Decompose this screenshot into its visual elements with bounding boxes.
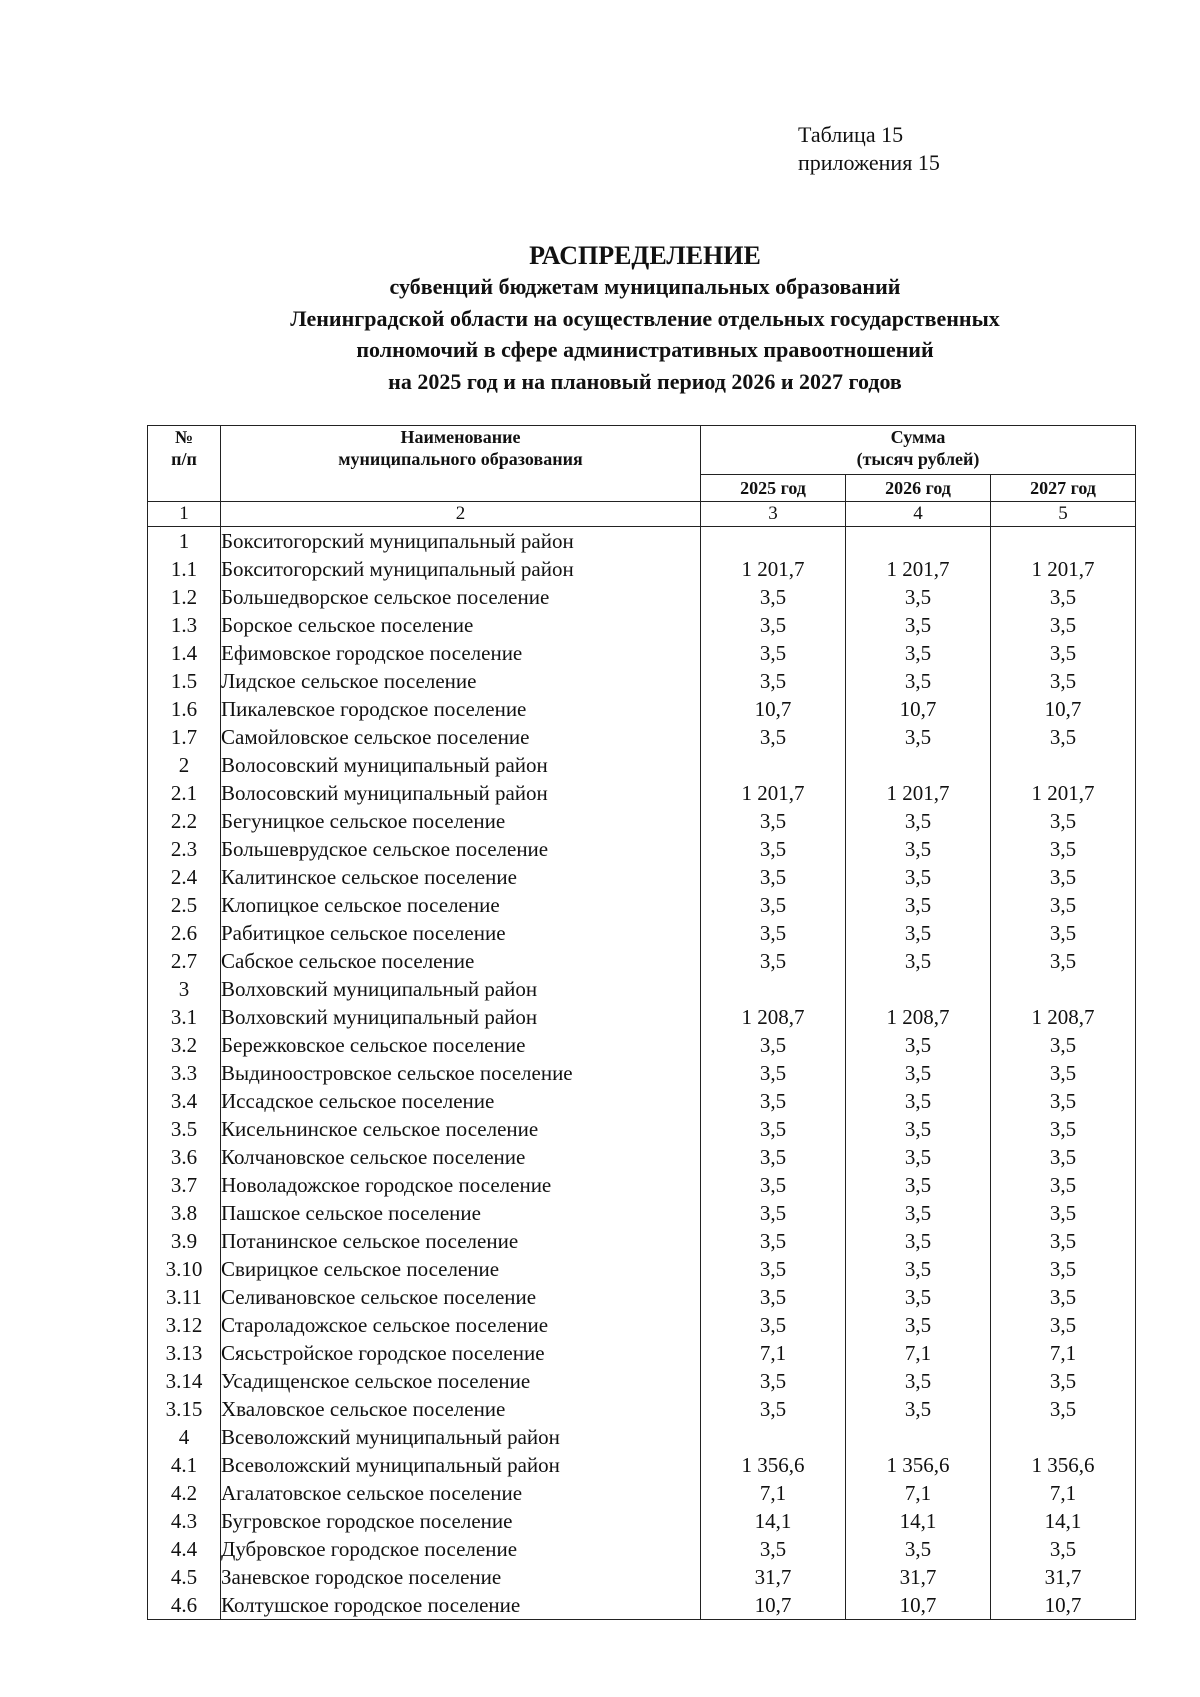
row-name: Усадищенское сельское поселение — [221, 1367, 701, 1395]
table-row — [148, 723, 1136, 751]
row-name: Хваловское сельское поселение — [221, 1395, 701, 1423]
value-2026: 3,5 — [846, 1255, 991, 1283]
heading-line: на 2025 год и на плановый период 2026 и 2027 годов — [388, 368, 902, 394]
value-2026: 3,5 — [846, 1395, 991, 1423]
row-name: Выдиноостровское сельское поселение — [221, 1059, 701, 1087]
value-2027: 3,5 — [991, 863, 1136, 891]
row-name: Бокситогорский муниципальный район — [221, 527, 701, 556]
value-2025: 3,5 — [701, 1367, 846, 1395]
value-2027: 3,5 — [991, 807, 1136, 835]
row-number: 3.4 — [148, 1087, 221, 1115]
row-name: Староладожское сельское поселение — [221, 1311, 701, 1339]
value-2025 — [701, 751, 846, 779]
row-number: 3.10 — [148, 1255, 221, 1283]
table-row — [148, 947, 1136, 975]
value-2025: 7,1 — [701, 1339, 846, 1367]
table-row — [148, 863, 1136, 891]
value-2027: 3,5 — [991, 1115, 1136, 1143]
row-number: 3.15 — [148, 1395, 221, 1423]
value-2025: 3,5 — [701, 1283, 846, 1311]
value-2027: 3,5 — [991, 891, 1136, 919]
value-2026: 3,5 — [846, 835, 991, 863]
value-2025: 3,5 — [701, 611, 846, 639]
value-2026: 3,5 — [846, 891, 991, 919]
appendix-reference: приложения 15 — [798, 150, 940, 175]
row-number: 1.1 — [148, 555, 221, 583]
value-2027: 3,5 — [991, 1143, 1136, 1171]
value-2025: 14,1 — [701, 1507, 846, 1535]
value-2026: 3,5 — [846, 1087, 991, 1115]
table-row — [148, 1003, 1136, 1031]
row-name: Селивановское сельское поселение — [221, 1283, 701, 1311]
row-name: Дубровское городское поселение — [221, 1535, 701, 1563]
value-2027: 7,1 — [991, 1339, 1136, 1367]
table-row — [148, 527, 1136, 556]
table-row — [148, 1199, 1136, 1227]
table-row — [148, 975, 1136, 1003]
row-number: 2.3 — [148, 835, 221, 863]
value-2026: 3,5 — [846, 639, 991, 667]
value-2027: 31,7 — [991, 1563, 1136, 1591]
table-row — [148, 1283, 1136, 1311]
row-number: 3.2 — [148, 1031, 221, 1059]
value-2027: 3,5 — [991, 1283, 1136, 1311]
value-2026: 7,1 — [846, 1479, 991, 1507]
value-2025: 7,1 — [701, 1479, 846, 1507]
value-2027: 3,5 — [991, 1031, 1136, 1059]
row-number: 3.9 — [148, 1227, 221, 1255]
value-2025: 3,5 — [701, 583, 846, 611]
value-2027: 10,7 — [991, 1591, 1136, 1620]
row-name: Свирицкое сельское поселение — [221, 1255, 701, 1283]
row-number: 3.8 — [148, 1199, 221, 1227]
value-2025: 3,5 — [701, 1087, 846, 1115]
row-name: Новоладожское городское поселение — [221, 1171, 701, 1199]
value-2027: 3,5 — [991, 1171, 1136, 1199]
value-2026: 3,5 — [846, 1171, 991, 1199]
value-2027 — [991, 1423, 1136, 1451]
value-2025: 3,5 — [701, 639, 846, 667]
heading-line: Ленинградской области на осуществление отдельных государственных — [290, 305, 1000, 331]
row-number: 1.4 — [148, 639, 221, 667]
row-number: 4.6 — [148, 1591, 221, 1620]
value-2026: 1 208,7 — [846, 1003, 991, 1031]
value-2025: 1 201,7 — [701, 555, 846, 583]
value-2026: 31,7 — [846, 1563, 991, 1591]
table-row — [148, 1423, 1136, 1451]
value-2027: 3,5 — [991, 1395, 1136, 1423]
table-row — [148, 919, 1136, 947]
value-2026: 1 201,7 — [846, 779, 991, 807]
value-2025 — [701, 975, 846, 1003]
row-number: 3.6 — [148, 1143, 221, 1171]
row-number: 4.4 — [148, 1535, 221, 1563]
table-row — [148, 1479, 1136, 1507]
table-row — [148, 1339, 1136, 1367]
header-row — [148, 426, 1136, 475]
value-2026: 10,7 — [846, 695, 991, 723]
value-2025: 3,5 — [701, 1199, 846, 1227]
table-row — [148, 1563, 1136, 1591]
value-2027: 3,5 — [991, 611, 1136, 639]
column-number: 5 — [991, 502, 1136, 527]
value-2025: 3,5 — [701, 807, 846, 835]
row-name: Волховский муниципальный район — [221, 975, 701, 1003]
row-name: Сабское сельское поселение — [221, 947, 701, 975]
table-row — [148, 1451, 1136, 1479]
value-2027: 3,5 — [991, 667, 1136, 695]
value-2026: 3,5 — [846, 919, 991, 947]
row-number: 4.5 — [148, 1563, 221, 1591]
table-row — [148, 583, 1136, 611]
header-sum: Сумма (тысяч рублей) — [701, 426, 1136, 475]
value-2025: 3,5 — [701, 1059, 846, 1087]
heading-line: полномочий в сфере административных правоотношений — [356, 337, 934, 362]
value-2027: 1 208,7 — [991, 1003, 1136, 1031]
value-2027: 3,5 — [991, 835, 1136, 863]
row-number: 2.6 — [148, 919, 221, 947]
row-name: Ефимовское городское поселение — [221, 639, 701, 667]
value-2026: 7,1 — [846, 1339, 991, 1367]
row-number: 3.7 — [148, 1171, 221, 1199]
value-2027: 1 356,6 — [991, 1451, 1136, 1479]
row-number: 2.2 — [148, 807, 221, 835]
value-2027: 7,1 — [991, 1479, 1136, 1507]
table-row — [148, 1311, 1136, 1339]
table-row — [148, 1115, 1136, 1143]
row-number: 4 — [148, 1423, 221, 1451]
value-2026: 3,5 — [846, 1143, 991, 1171]
row-number: 3.13 — [148, 1339, 221, 1367]
value-2027: 3,5 — [991, 919, 1136, 947]
value-2026: 3,5 — [846, 1367, 991, 1395]
row-name: Иссадское сельское поселение — [221, 1087, 701, 1115]
heading-title: РАСПРЕДЕЛЕНИЕ — [529, 241, 761, 270]
table-row — [148, 611, 1136, 639]
value-2026: 10,7 — [846, 1591, 991, 1620]
row-number: 2.7 — [148, 947, 221, 975]
row-number: 3.14 — [148, 1367, 221, 1395]
row-name: Агалатовское сельское поселение — [221, 1479, 701, 1507]
value-2026: 3,5 — [846, 947, 991, 975]
value-2027 — [991, 527, 1136, 556]
value-2026 — [846, 1423, 991, 1451]
column-numbers-row — [148, 502, 1136, 527]
row-name: Бокситогорский муниципальный район — [221, 555, 701, 583]
table-row — [148, 1535, 1136, 1563]
value-2027: 3,5 — [991, 1255, 1136, 1283]
table-reference — [798, 121, 940, 177]
document-heading — [0, 240, 1200, 397]
row-number: 3.3 — [148, 1059, 221, 1087]
value-2025: 10,7 — [701, 1591, 846, 1620]
table-row — [148, 667, 1136, 695]
row-number: 4.1 — [148, 1451, 221, 1479]
value-2025: 3,5 — [701, 667, 846, 695]
value-2026: 3,5 — [846, 667, 991, 695]
value-2026: 14,1 — [846, 1507, 991, 1535]
value-2026: 3,5 — [846, 807, 991, 835]
value-2026: 3,5 — [846, 1115, 991, 1143]
value-2026: 3,5 — [846, 1227, 991, 1255]
row-number: 1.7 — [148, 723, 221, 751]
row-name: Пикалевское городское поселение — [221, 695, 701, 723]
value-2025: 3,5 — [701, 1171, 846, 1199]
column-number: 4 — [846, 502, 991, 527]
row-name: Волосовский муниципальный район — [221, 779, 701, 807]
value-2027: 3,5 — [991, 1367, 1136, 1395]
table-row — [148, 1171, 1136, 1199]
row-name: Бережковское сельское поселение — [221, 1031, 701, 1059]
table-row — [148, 1031, 1136, 1059]
row-number: 2.1 — [148, 779, 221, 807]
table-number: Таблица 15 — [798, 122, 904, 147]
value-2025: 31,7 — [701, 1563, 846, 1591]
value-2026 — [846, 751, 991, 779]
row-name: Калитинское сельское поселение — [221, 863, 701, 891]
value-2027: 3,5 — [991, 1059, 1136, 1087]
table-row — [148, 1255, 1136, 1283]
header-name: Наименование муниципального образования — [221, 426, 701, 502]
value-2026: 3,5 — [846, 1199, 991, 1227]
value-2025: 3,5 — [701, 1115, 846, 1143]
row-number: 3 — [148, 975, 221, 1003]
value-2026: 3,5 — [846, 1059, 991, 1087]
row-name: Большеврудское сельское поселение — [221, 835, 701, 863]
value-2025 — [701, 1423, 846, 1451]
table-row — [148, 751, 1136, 779]
row-number: 3.1 — [148, 1003, 221, 1031]
value-2026: 1 356,6 — [846, 1451, 991, 1479]
value-2027 — [991, 975, 1136, 1003]
value-2025: 3,5 — [701, 1143, 846, 1171]
value-2025: 3,5 — [701, 1311, 846, 1339]
value-2026 — [846, 975, 991, 1003]
row-name: Всеволожский муниципальный район — [221, 1423, 701, 1451]
value-2025: 3,5 — [701, 1255, 846, 1283]
value-2027: 1 201,7 — [991, 779, 1136, 807]
row-name: Потанинское сельское поселение — [221, 1227, 701, 1255]
row-name: Большедворское сельское поселение — [221, 583, 701, 611]
row-name: Сясьстройское городское поселение — [221, 1339, 701, 1367]
header-year-2025: 2025 год — [701, 475, 846, 502]
value-2025: 1 356,6 — [701, 1451, 846, 1479]
row-number: 3.12 — [148, 1311, 221, 1339]
column-number: 3 — [701, 502, 846, 527]
value-2026: 1 201,7 — [846, 555, 991, 583]
row-name: Лидское сельское поселение — [221, 667, 701, 695]
value-2025: 3,5 — [701, 919, 846, 947]
value-2027: 3,5 — [991, 723, 1136, 751]
value-2025: 3,5 — [701, 1395, 846, 1423]
row-name: Самойловское сельское поселение — [221, 723, 701, 751]
row-name: Борское сельское поселение — [221, 611, 701, 639]
row-name: Колтушское городское поселение — [221, 1591, 701, 1620]
value-2027: 1 201,7 — [991, 555, 1136, 583]
value-2025: 1 208,7 — [701, 1003, 846, 1031]
column-number: 2 — [221, 502, 701, 527]
row-name: Кисельнинское сельское поселение — [221, 1115, 701, 1143]
row-name: Клопицкое сельское поселение — [221, 891, 701, 919]
value-2026 — [846, 527, 991, 556]
value-2026: 3,5 — [846, 611, 991, 639]
value-2025: 3,5 — [701, 1227, 846, 1255]
value-2025 — [701, 527, 846, 556]
value-2027: 3,5 — [991, 1199, 1136, 1227]
row-number: 3.11 — [148, 1283, 221, 1311]
table-row — [148, 891, 1136, 919]
header-year-2026: 2026 год — [846, 475, 991, 502]
value-2027: 10,7 — [991, 695, 1136, 723]
row-name: Рабитицкое сельское поселение — [221, 919, 701, 947]
row-number: 2.5 — [148, 891, 221, 919]
row-name: Заневское городское поселение — [221, 1563, 701, 1591]
row-number: 1.6 — [148, 695, 221, 723]
table-row — [148, 695, 1136, 723]
table-row — [148, 555, 1136, 583]
table-row — [148, 1591, 1136, 1620]
value-2026: 3,5 — [846, 583, 991, 611]
value-2026: 3,5 — [846, 863, 991, 891]
value-2026: 3,5 — [846, 723, 991, 751]
row-number: 1.5 — [148, 667, 221, 695]
row-name: Волосовский муниципальный район — [221, 751, 701, 779]
row-number: 1 — [148, 527, 221, 556]
row-name: Бугровское городское поселение — [221, 1507, 701, 1535]
value-2025: 3,5 — [701, 723, 846, 751]
value-2025: 3,5 — [701, 947, 846, 975]
value-2026: 3,5 — [846, 1283, 991, 1311]
row-number: 4.2 — [148, 1479, 221, 1507]
value-2027: 14,1 — [991, 1507, 1136, 1535]
row-number: 1.3 — [148, 611, 221, 639]
value-2027: 3,5 — [991, 1311, 1136, 1339]
table-row — [148, 1395, 1136, 1423]
row-number: 1.2 — [148, 583, 221, 611]
row-name: Волховский муниципальный район — [221, 1003, 701, 1031]
table-row — [148, 835, 1136, 863]
table-row — [148, 1367, 1136, 1395]
value-2027: 3,5 — [991, 583, 1136, 611]
value-2025: 1 201,7 — [701, 779, 846, 807]
table-row — [148, 1227, 1136, 1255]
row-number: 2 — [148, 751, 221, 779]
table-row — [148, 779, 1136, 807]
header-number: № п/п — [148, 426, 221, 502]
table-row — [148, 639, 1136, 667]
row-name: Пашское сельское поселение — [221, 1199, 701, 1227]
table-body — [148, 527, 1136, 1620]
table-row — [148, 1143, 1136, 1171]
value-2025: 3,5 — [701, 1535, 846, 1563]
value-2027: 3,5 — [991, 947, 1136, 975]
value-2027: 3,5 — [991, 1227, 1136, 1255]
row-number: 2.4 — [148, 863, 221, 891]
table-row — [148, 1507, 1136, 1535]
value-2027 — [991, 751, 1136, 779]
value-2027: 3,5 — [991, 639, 1136, 667]
value-2027: 3,5 — [991, 1535, 1136, 1563]
row-number: 4.3 — [148, 1507, 221, 1535]
value-2025: 3,5 — [701, 835, 846, 863]
value-2025: 3,5 — [701, 891, 846, 919]
heading-line: субвенций бюджетам муниципальных образований — [389, 274, 901, 299]
row-name: Всеволожский муниципальный район — [221, 1451, 701, 1479]
subventions-table — [147, 425, 1136, 1620]
column-number: 1 — [148, 502, 221, 527]
row-number: 3.5 — [148, 1115, 221, 1143]
table-row — [148, 807, 1136, 835]
value-2025: 10,7 — [701, 695, 846, 723]
table-row — [148, 1059, 1136, 1087]
table-row — [148, 1087, 1136, 1115]
header-year-2027: 2027 год — [991, 475, 1136, 502]
value-2025: 3,5 — [701, 863, 846, 891]
value-2026: 3,5 — [846, 1535, 991, 1563]
value-2027: 3,5 — [991, 1087, 1136, 1115]
row-name: Колчановское сельское поселение — [221, 1143, 701, 1171]
row-name: Бегуницкое сельское поселение — [221, 807, 701, 835]
value-2026: 3,5 — [846, 1031, 991, 1059]
value-2025: 3,5 — [701, 1031, 846, 1059]
value-2026: 3,5 — [846, 1311, 991, 1339]
